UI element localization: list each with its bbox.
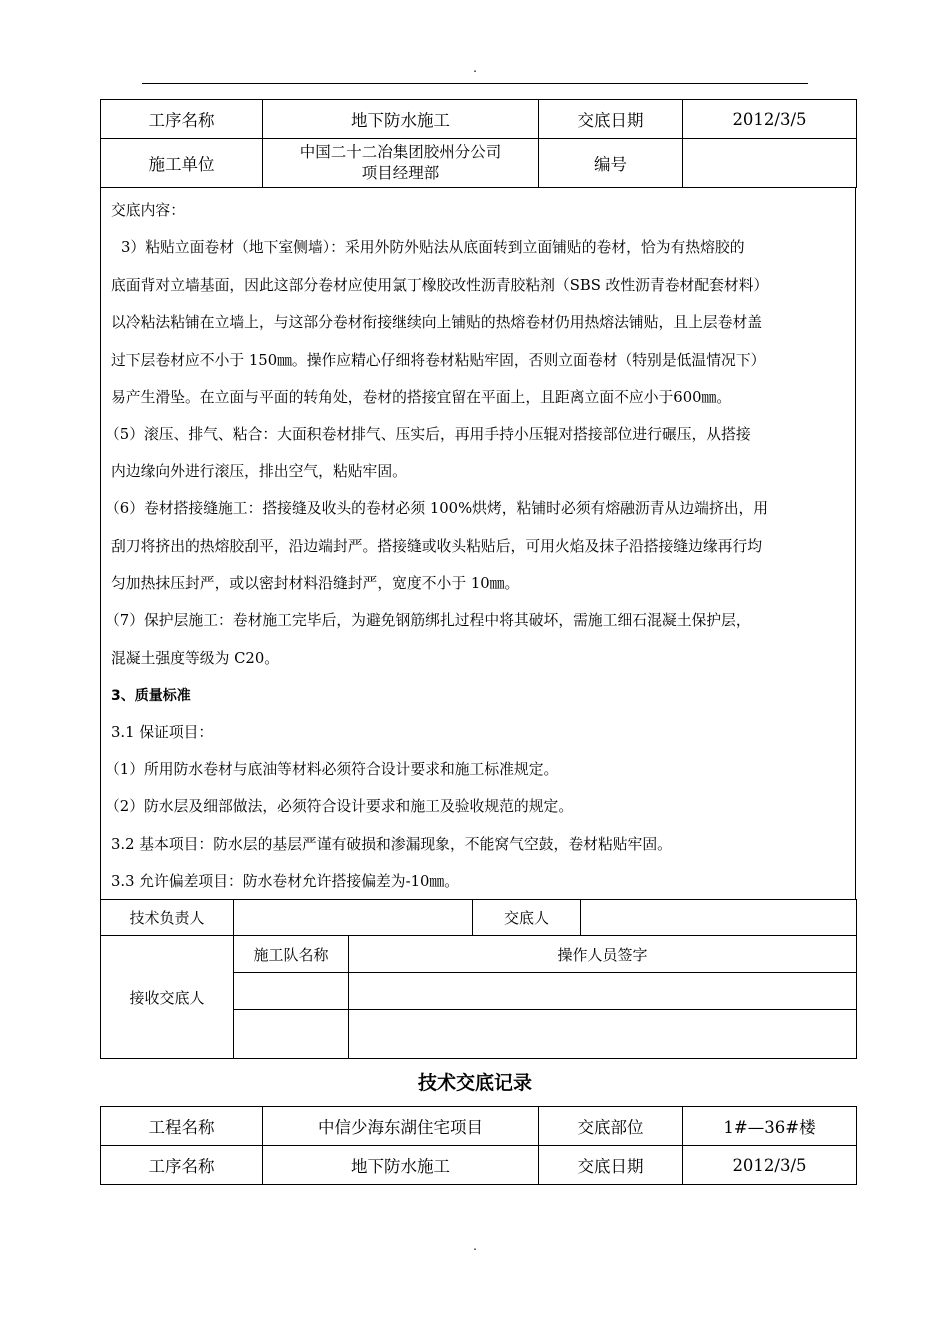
project-label: 工程名称 bbox=[101, 1107, 263, 1146]
team-name-cell bbox=[234, 1010, 349, 1059]
content-line: 混凝土强度等级为 C20。 bbox=[111, 650, 280, 667]
number-value bbox=[683, 139, 857, 188]
record-title: 技术交底记录 bbox=[417, 1072, 532, 1094]
team-name-cell bbox=[234, 973, 349, 1010]
content-line: 易产生滑坠。在立面与平面的转角处，卷材的搭接宜留在平面上，且距离立面不应小于600㎜。 bbox=[111, 389, 732, 406]
signature-table bbox=[100, 899, 857, 1059]
info-table bbox=[100, 99, 857, 188]
content-line: 底面背对立墙基面，因此这部分卷材应使用氯丁橡胶改性沥青胶粘剂（SBS 改性沥青卷材配套材料） bbox=[111, 277, 769, 294]
content-line: （7）保护层施工：卷材施工完毕后，为避免钢筋绑扎过程中将其破坏，需施工细石混凝土保护层， bbox=[105, 612, 751, 629]
discloser-value bbox=[581, 900, 857, 936]
part-label: 交底部位 bbox=[539, 1107, 683, 1146]
content-line: 以冷粘法粘铺在立墙上，与这部分卷材衔接继续向上铺贴的热熔卷材仍用热熔法铺贴，且上层卷材盖 bbox=[111, 314, 763, 331]
content-line: （2）防水层及细部做法，必须符合设计要求和施工及验收规范的规定。 bbox=[105, 798, 574, 815]
receiver-label: 接收交底人 bbox=[101, 936, 234, 1059]
process-label: 工序名称 bbox=[101, 100, 263, 139]
content-line: 内边缘向外进行滚压，排出空气，粘贴牢固。 bbox=[111, 463, 407, 480]
project-value: 中信少海东湖住宅项目 bbox=[263, 1107, 539, 1146]
unit-value-line1: 中国二十二冶集团胶州分公司 bbox=[299, 143, 502, 161]
process-label: 工序名称 bbox=[101, 1146, 263, 1185]
process-value: 地下防水施工 bbox=[263, 1146, 539, 1185]
date-value: 2012/3/5 bbox=[683, 100, 857, 139]
content-line: 过下层卷材应不小于 150㎜。操作应精心仔细将卷材粘贴牢固，否则立面卷材（特别是低温情况下） bbox=[111, 352, 766, 369]
operator-sign-cell bbox=[349, 1010, 857, 1059]
footer-dot: . bbox=[473, 1239, 477, 1253]
part-value: 1#—36#楼 bbox=[683, 1107, 857, 1146]
number-label: 编号 bbox=[539, 139, 683, 188]
discloser-label: 交底人 bbox=[473, 900, 581, 936]
disclosure-content bbox=[100, 187, 856, 899]
content-line: 匀加热抹压封严，或以密封材料沿缝封严，宽度不小于 10㎜。 bbox=[111, 575, 520, 592]
content-line: 3.1 保证项目： bbox=[111, 724, 214, 741]
unit-value-line2: 项目经理部 bbox=[361, 164, 440, 182]
content-line: （5）滚压、排气、粘合：大面积卷材排气、压实后，再用手持小压辊对搭接部位进行碾压，从搭接 bbox=[105, 426, 751, 443]
quality-standard-heading: 3、质量标准 bbox=[111, 688, 191, 704]
unit-value bbox=[263, 139, 539, 188]
operator-sign-cell bbox=[349, 973, 857, 1010]
record-table bbox=[100, 1106, 857, 1185]
content-heading: 交底内容： bbox=[111, 202, 185, 219]
team-name-label: 施工队名称 bbox=[234, 936, 349, 973]
content-line: （6）卷材搭接缝施工：搭接缝及收头的卷材必须 100%烘烤，粘铺时必须有熔融沥青从边端挤出，用 bbox=[105, 500, 769, 517]
header-dot: . bbox=[473, 61, 477, 75]
content-line: （1）所用防水卷材与底油等材料必须符合设计要求和施工标准规定。 bbox=[105, 761, 559, 778]
header-rule bbox=[142, 83, 808, 84]
operator-sign-label: 操作人员签字 bbox=[349, 936, 857, 973]
process-value: 地下防水施工 bbox=[263, 100, 539, 139]
tech-lead-value bbox=[234, 900, 473, 936]
date-value: 2012/3/5 bbox=[683, 1146, 857, 1185]
unit-label: 施工单位 bbox=[101, 139, 263, 188]
content-line: 3.2 基本项目：防水层的基层严谨有破损和渗漏现象，不能窝气空鼓，卷材粘贴牢固。 bbox=[111, 836, 672, 853]
content-line: 3.3 允许偏差项目：防水卷材允许搭接偏差为-10㎜。 bbox=[111, 873, 460, 890]
tech-lead-label: 技术负责人 bbox=[101, 900, 234, 936]
date-label: 交底日期 bbox=[539, 100, 683, 139]
content-line: 刮刀将挤出的热熔胶刮平，沿边端封严。搭接缝或收头粘贴后，可用火焰及抹子沿搭接缝边缘再行均 bbox=[111, 538, 763, 555]
content-line: 3）粘贴立面卷材（地下室侧墙）：采用外防外贴法从底面转到立面铺贴的卷材，恰为有热熔胶的 bbox=[121, 239, 745, 256]
date-label: 交底日期 bbox=[539, 1146, 683, 1185]
